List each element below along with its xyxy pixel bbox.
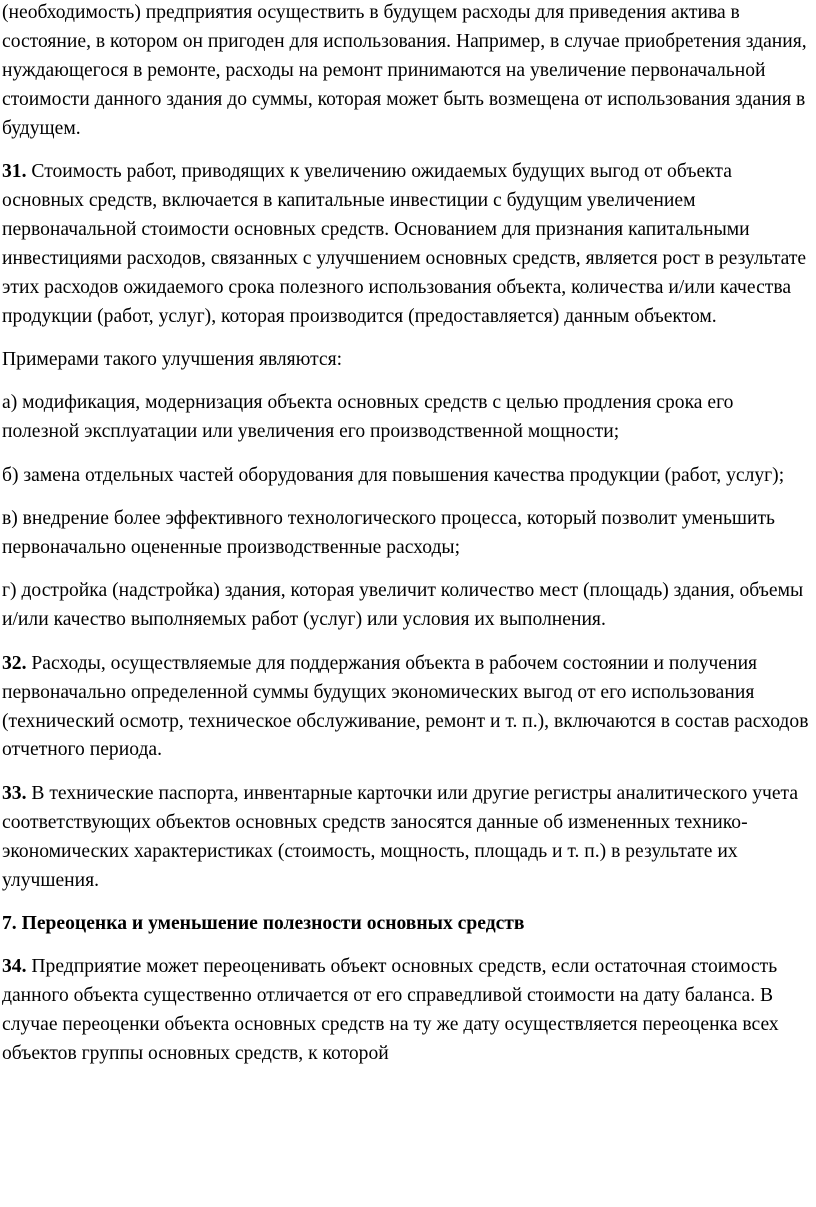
list-item-text: б) замена отдельных частей оборудования для повышения качества продукции (работ, услуг); (2, 464, 785, 486)
list-item-v (2, 505, 814, 563)
paragraph-text: Расходы, осуществляемые для поддержания объекта в рабочем состоянии и получения первоначально определенной суммы будущих экономических выгод от его использования (технический осмотр, техническое обслуживание, ремонт и т. п.), включаются в состав расходов отчетного периода. (2, 652, 809, 761)
list-item-g (2, 577, 814, 635)
paragraph-34 (2, 953, 814, 1069)
list-item-text: г) достройка (надстройка) здания, которая увеличит количество мест (площадь) здания, объемы и/или качество выполняемых работ (услуг) или условия их выполнения. (2, 580, 804, 631)
paragraph-number: 31. (2, 161, 27, 183)
paragraph-32 (2, 650, 814, 766)
list-item-text: в) внедрение более эффективного технологического процесса, который позволит уменьшить первоначально оцененные производственные расходы; (2, 508, 775, 558)
paragraph-number: 32. (2, 652, 27, 674)
document-page (2, 0, 814, 1084)
paragraph-number: 33. (2, 782, 27, 804)
paragraph-33 (2, 780, 814, 896)
section-heading: 7. Переоценка и уменьшение полезности основных средств (2, 912, 525, 934)
paragraph-number: 34. (2, 956, 27, 978)
paragraph-31 (2, 158, 814, 331)
list-item-text: а) модификация, модернизация объекта основных средств с целью продления срока его полезной эксплуатации или увеличения его производственной мощности; (2, 392, 734, 443)
paragraph-text: (необходимость) предприятия осуществить в будущем расходы для приведения актива в состояние, в котором он пригоден для использования. Например, в случае приобретения здания, нуждающегося в ремонте, расходы на ремонт принимаются на увеличение первоначальной стоимости данного здания до суммы, которая может быть возмещена от использования здания в будущем. (2, 2, 807, 139)
paragraph-text: В технические паспорта, инвентарные карточки или другие регистры аналитического учета соответствующих объектов основных средств заносятся данные об измененных технико-экономических характеристиках (стоимость, мощность, площадь и т. п.) в результате их улучшения. (2, 782, 799, 891)
paragraph-text: Предприятие может переоценивать объект основных средств, если остаточная стоимость данного объекта существенно отличается от его справедливой стоимости на дату баланса. В случае переоценки объекта основных средств на ту же дату осуществляется переоценка всех объектов группы основных средств, к которой (2, 956, 779, 1065)
paragraph-text: Стоимость работ, приводящих к увеличению ожидаемых будущих выгод от объекта основных средств, включается в капитальные инвестиции с будущим увеличением первоначальной стоимости основных средств. Основанием для признания капитальными инвестициями расходов, связанных с улучшением основных средств, является рост в результате этих расходов ожидаемого срока полезного использования объекта, количества и/или качества продукции (работ, услуг), которая производится (предоставляется) данным объектом. (2, 161, 807, 327)
list-item-a (2, 389, 814, 447)
examples-intro (2, 346, 814, 375)
paragraph-continuation (2, 0, 814, 144)
paragraph-text: Примерами такого улучшения являются: (2, 348, 343, 370)
list-item-b (2, 462, 814, 491)
